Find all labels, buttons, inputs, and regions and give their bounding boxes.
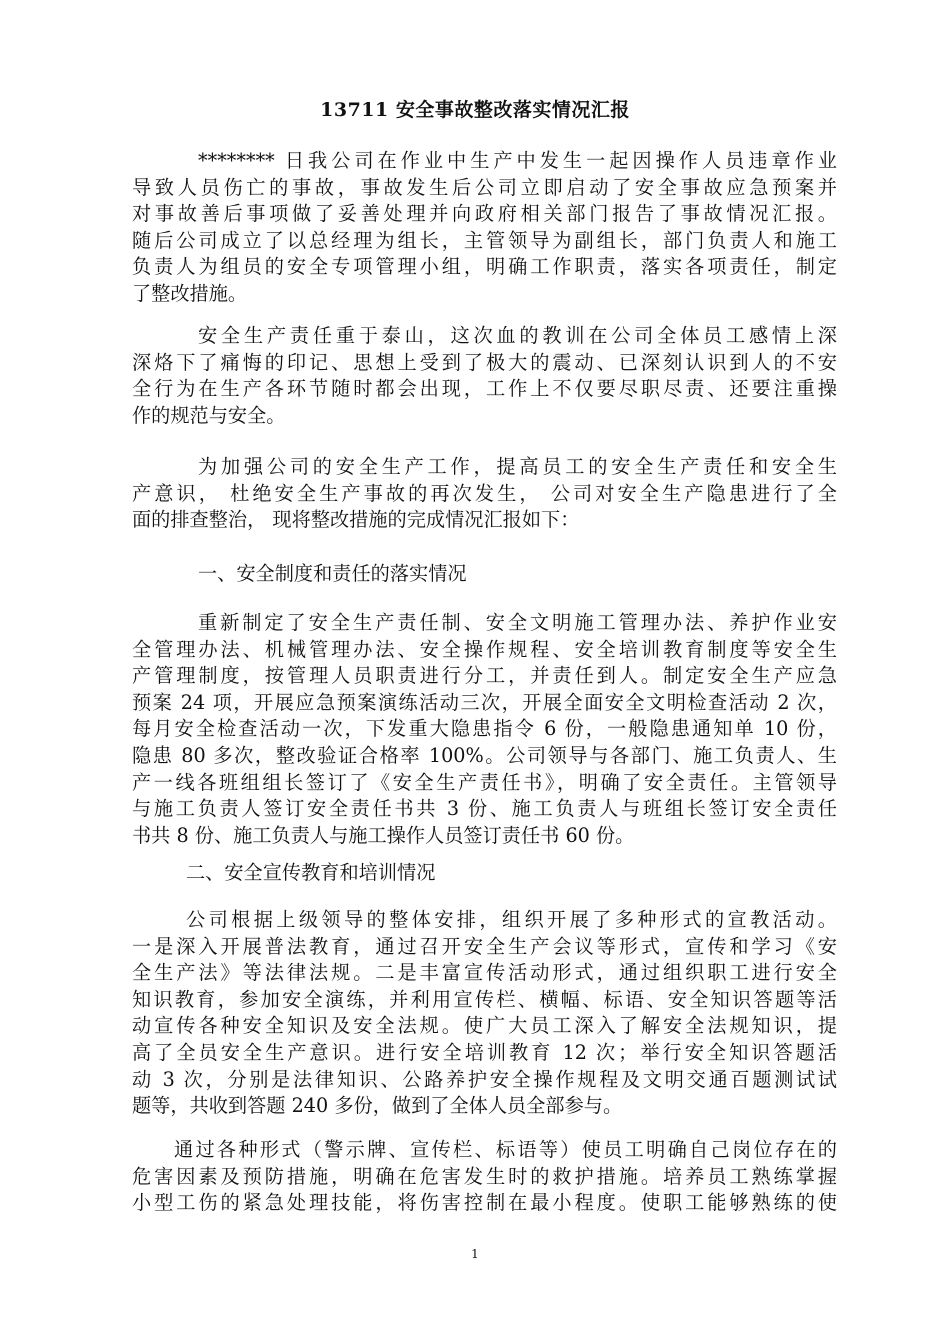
paragraph-line: 动宣传各种安全知识及安全法规。使广大员工深入了解安全法规知识，提 [132,1014,837,1038]
paragraph-line: 通过各种形式（警示牌、宣传栏、标语等）使员工明确自己岗位存在的 [174,1138,837,1161]
paragraph-line: 面的排查整治， 现将整改措施的完成情况汇报如下： [132,508,580,532]
paragraph-3 [132,454,837,534]
paragraph-5 [132,907,837,1120]
paragraph-line: 为加强公司的安全生产工作，提高员工的安全生产责任和安全生 [198,455,837,478]
paragraph-line: 随后公司成立了以总经理为组长，主管领导为副组长，部门负责人和施工 [132,228,837,252]
page-number: 1 [471,1247,479,1261]
paragraph-line: ******** 日我公司在作业中生产中发生一起因操作人员违章作业 [198,149,837,172]
paragraph-line: 深烙下了痛悔的印记、思想上受到了极大的震动、已深刻认识到人的不安 [132,350,837,374]
paragraph-1 [132,148,837,308]
paragraph-line: 作的规范与安全。 [132,403,286,427]
paragraph-line: 动 3 次，分别是法律知识、公路养护安全操作规程及文明交通百题测试试 [132,1067,837,1091]
paragraph-line: 公司根据上级领导的整体安排，组织开展了多种形式的宣教活动。 [186,908,837,931]
paragraph-4 [132,610,837,849]
paragraph-line: 高了全员安全生产意识。进行安全培训教育 12 次；举行安全知识答题活 [132,1040,837,1064]
paragraph-line: 产意识， 杜绝安全生产事故的再次发生， 公司对安全生产隐患进行了全 [132,481,837,505]
paragraph-2 [132,323,837,429]
paragraph-line: 知识教育，参加安全演练，并利用宣传栏、横幅、标语、安全知识答题等活 [132,987,837,1011]
paragraph-line: 预案 24 项，开展应急预案演练活动三次，开展全面安全文明检查活动 2 次， [132,690,837,714]
paragraph-line: 小型工伤的紧急处理技能，将伤害控制在最小程度。使职工能够熟练的使 [132,1191,837,1215]
section-heading-2: 二、安全宣传教育和培训情况 [186,861,436,884]
paragraph-6 [132,1137,837,1217]
paragraph-line: 一是深入开展普法教育，通过召开安全生产会议等形式，宣传和学习《安 [132,934,837,958]
paragraph-line: 产管理制度，按管理人员职责进行分工，并责任到人。制定安全生产应急 [132,664,837,688]
paragraph-line: 全行为在生产各环节随时都会出现，工作上不仅要尽职尽责、还要注重操 [132,377,837,401]
paragraph-line: 隐患 80 多次，整改验证合格率 100%。公司领导与各部门、施工负责人、生 [132,743,837,767]
paragraph-line: 题等，共收到答题 240 多份，做到了全体人员全部参与。 [132,1094,623,1118]
paragraph-line: 每月安全检查活动一次，下发重大隐患指令 6 份，一般隐患通知单 10 份， [132,717,837,741]
paragraph-line: 全生产法》等法律法规。二是丰富宣传活动形式，通过组织职工进行安全 [132,961,837,985]
paragraph-line: 全管理办法、机械管理办法、安全操作规程、安全培训教育制度等安全生 [132,637,837,661]
paragraph-line: 与施工负责人签订安全责任书共 3 份、施工负责人与班组长签订安全责任 [132,797,837,821]
paragraph-line: 安全生产责任重于泰山，这次血的教训在公司全体员工感情上深 [198,324,837,347]
section-heading-1: 一、安全制度和责任的落实情况 [198,562,467,585]
paragraph-line: 重新制定了安全生产责任制、安全文明施工管理办法、养护作业安 [198,611,837,634]
paragraph-line: 导致人员伤亡的事故，事故发生后公司立即启动了安全事故应急预案并 [132,175,837,199]
document-title: 13711 安全事故整改落实情况汇报 [320,99,630,121]
paragraph-line: 了整改措施。 [132,281,248,305]
paragraph-line: 对事故善后事项做了妥善处理并向政府相关部门报告了事故情况汇报。 [132,202,837,226]
paragraph-line: 危害因素及预防措施，明确在危害发生时的救护措施。培养员工熟练掌握 [132,1164,837,1188]
paragraph-line: 书共 8 份、施工负责人与施工操作人员签订责任书 60 份。 [132,823,635,847]
paragraph-line: 产一线各班组组长签订了《安全生产责任书》，明确了安全责任。主管领导 [132,770,837,794]
paragraph-line: 负责人为组员的安全专项管理小组，明确工作职责，落实各项责任，制定 [132,255,837,279]
